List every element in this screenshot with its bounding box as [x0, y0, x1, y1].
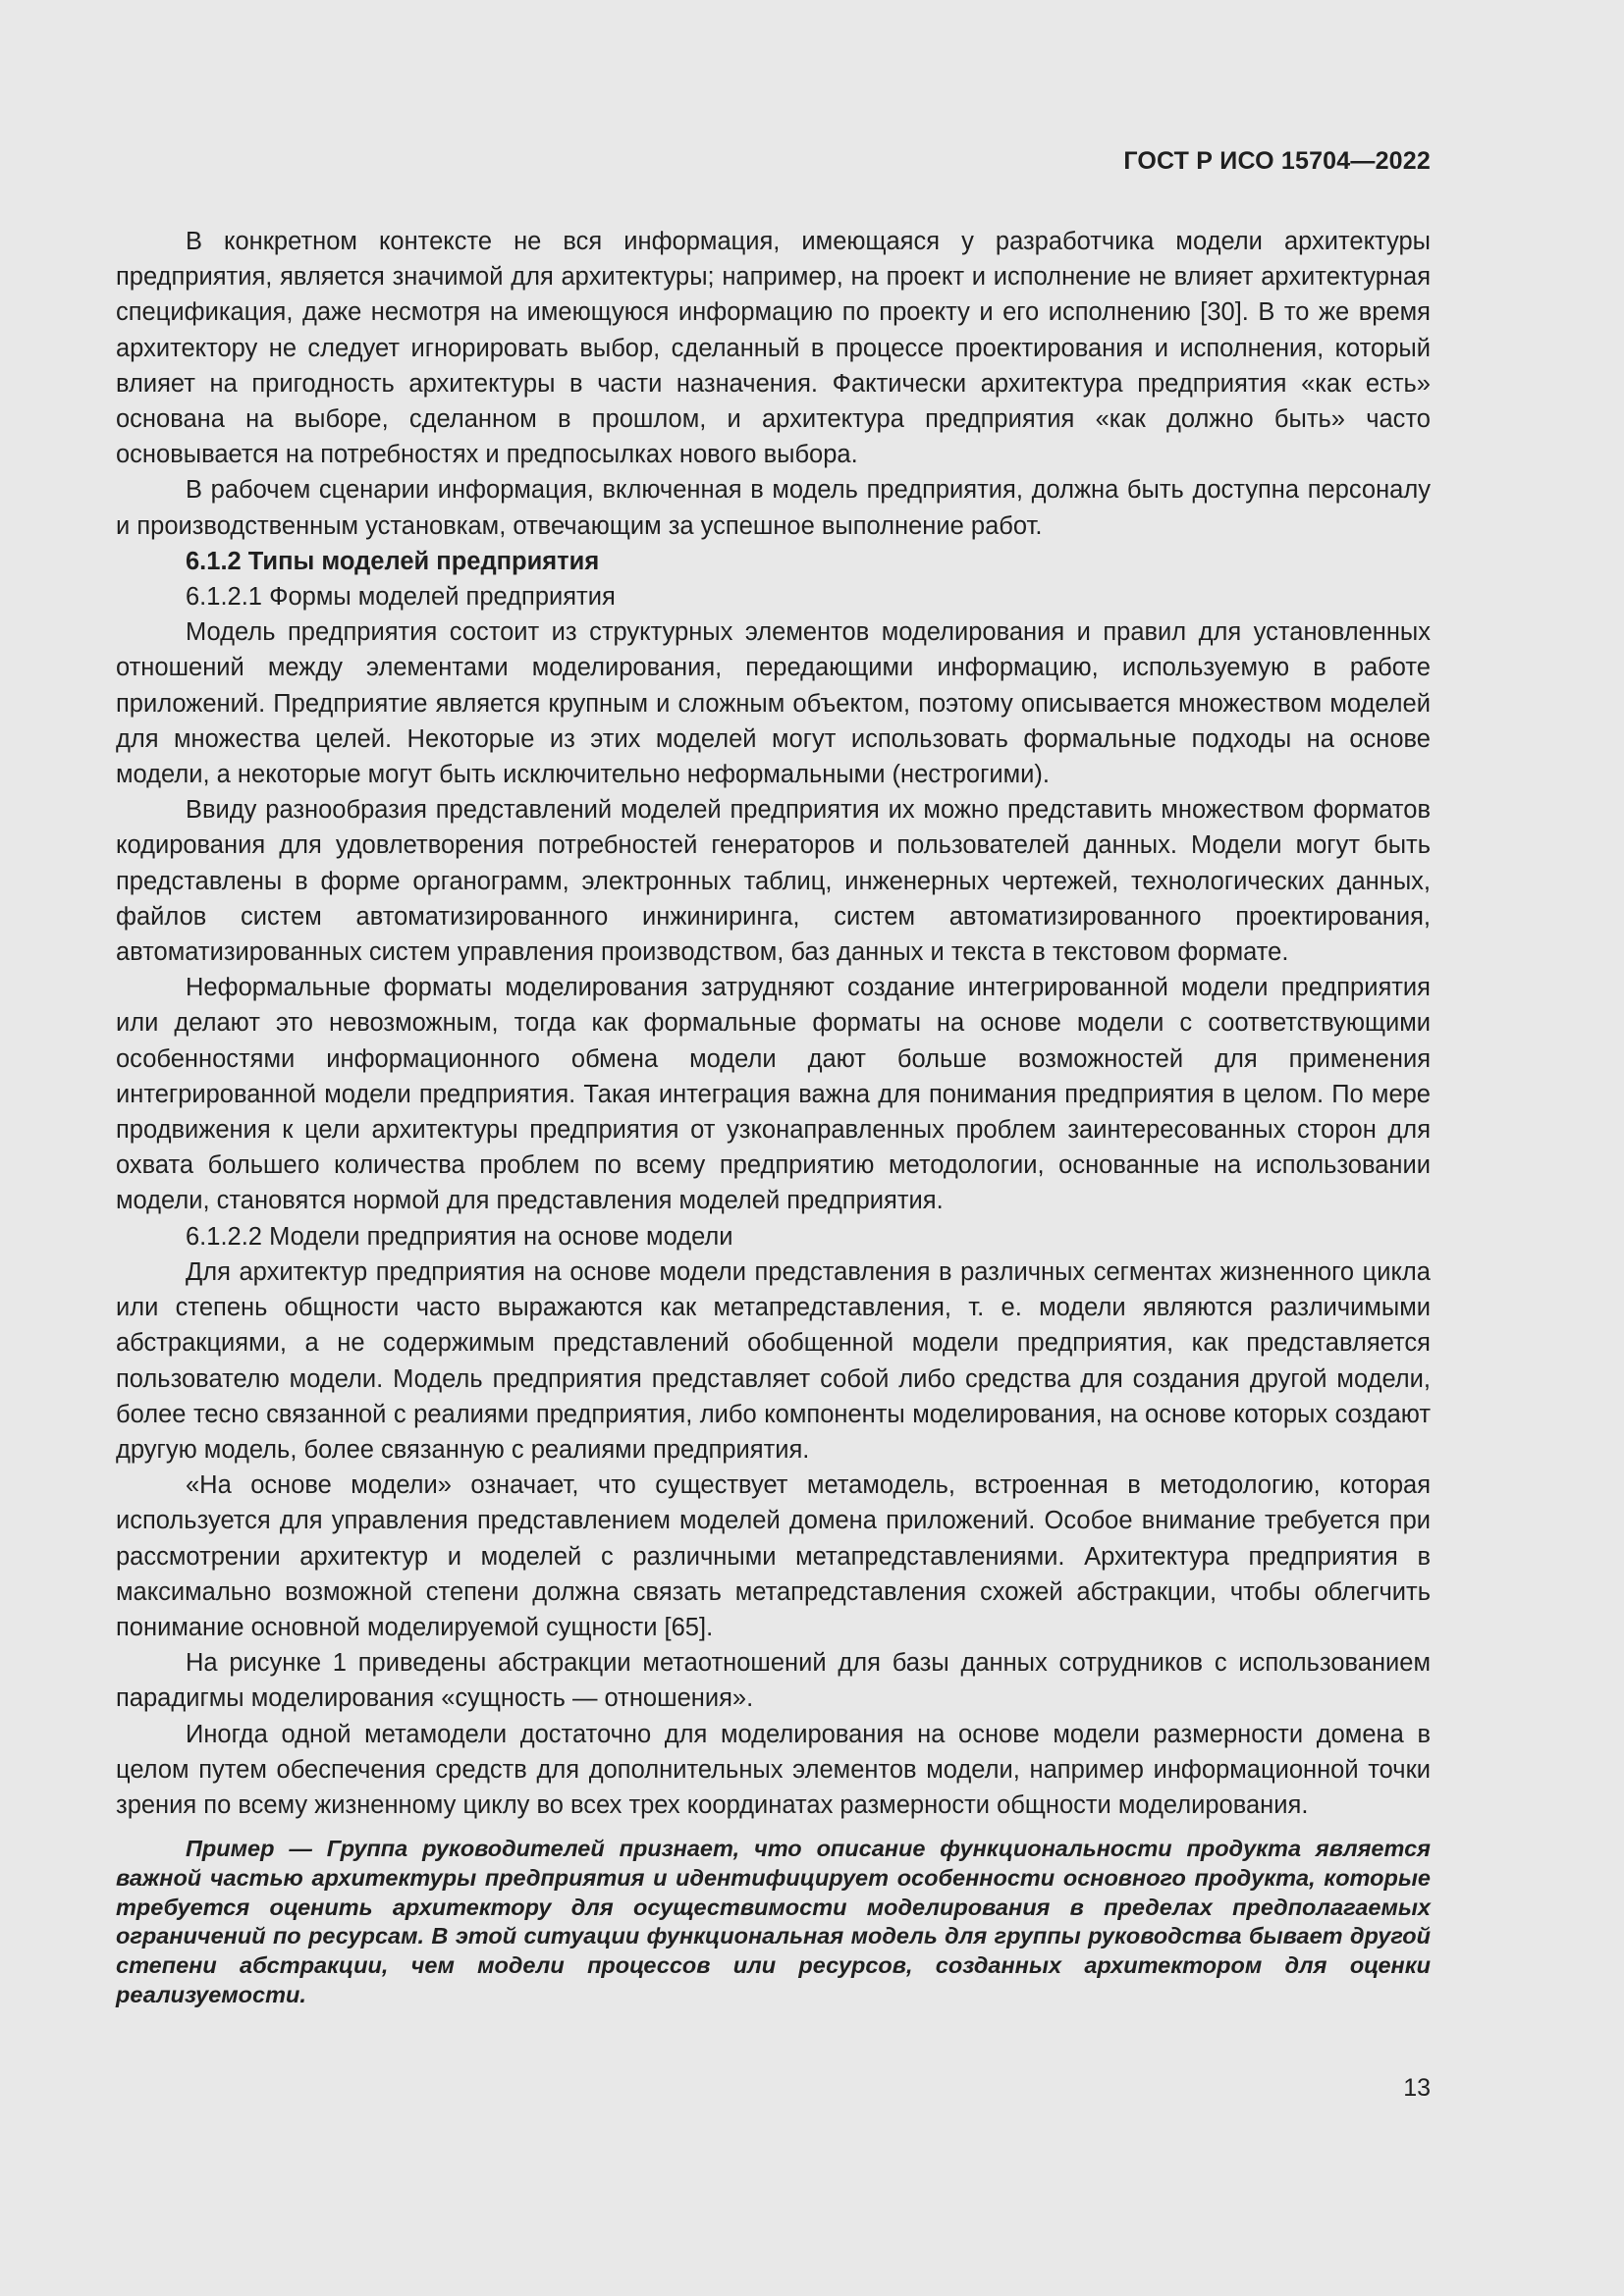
- paragraph: Неформальные форматы моделирования затрудняют создание интегрированной модели предприятия или делают это невозможным, тогда как формальные форматы на основе модели с соответствующими особенностями информационного обмена модели дают больше возможностей для применения интегрированной модели предприятия. Такая интеграция важна для понимания предприятия в целом. По мере продвижения к цели архитектуры предприятия от узконаправленных проблем заинтересованных сторон для охвата большего количества проблем по всему предприятию методологии, основанные на использовании модели, становятся нормой для представления моделей предприятия.: [116, 974, 1431, 1215]
- subsection-heading-6-1-2-2: 6.1.2.2 Модели предприятия на основе модели: [186, 1222, 733, 1251]
- page-number: 13: [1403, 2074, 1431, 2102]
- document-body: [116, 224, 1431, 2009]
- example-note: Пример — Группа руководителей признает, что описание функциональности продукта является важной частью архитектуры предприятия и идентифицирует особенности основного продукта, которые требуется оценить архитектору для осуществимости моделирования в пределах предполагаемых ограничений по ресурсам. В этой ситуации функциональная модель для группы руководства бывает другой степени абстракции, чем модели процессов или ресурсов, созданных архитектором для оценки реализуемости.: [116, 1836, 1431, 2007]
- standard-code-header: ГОСТ Р ИСО 15704—2022: [1123, 147, 1431, 175]
- paragraph: На рисунке 1 приведены абстракции метаотношений для базы данных сотрудников с использованием парадигмы моделирования «сущность — отношения».: [116, 1649, 1431, 1713]
- paragraph: Для архитектур предприятия на основе модели представления в различных сегментах жизненного цикла или степень общности часто выражаются как метапредставления, т. е. модели являются различимыми абстракциями, а не содержимым представлений обобщенной модели предприятия, как представляется пользователю модели. Модель предприятия представляет собой либо средства для создания другой модели, более тесно связанной с реалиями предприятия, либо компоненты моделирования, на основе которых создают другую модель, более связанную с реалиями предприятия.: [116, 1257, 1431, 1464]
- paragraph: «На основе модели» означает, что существует метамодель, встроенная в методологию, которая используется для управления представлением моделей домена приложений. Особое внимание требуется при рассмотрении архитектур и моделей с различными метапредставлениями. Архитектура предприятия в максимально возможной степени должна связать метапредставления схожей абстракции, чтобы облегчить понимание основной моделируемой сущности [65].: [116, 1471, 1431, 1641]
- paragraph: Модель предприятия состоит из структурных элементов моделирования и правил для установленных отношений между элементами моделирования, передающими информацию, используемую в работе приложений. Предприятие является крупным и сложным объектом, поэтому описывается множеством моделей для множества целей. Некоторые из этих моделей могут использовать формальные подходы на основе модели, а некоторые могут быть исключительно неформальными (нестрогими).: [116, 618, 1431, 789]
- paragraph: В конкретном контексте не вся информация, имеющаяся у разработчика модели архитектуры предприятия, является значимой для архитектуры; например, на проект и исполнение не влияет архитектурная спецификация, даже несмотря на имеющуюся информацию по проекту и его исполнению [30]. В то же время архитектору не следует игнорировать выбор, сделанный в процессе проектирования и исполнения, который влияет на пригодность архитектуры в части назначения. Фактически архитектура предприятия «как есть» основана на выборе, сделанном в прошлом, и архитектура предприятия «как должно быть» часто основывается на потребностях и предпосылках нового выбора.: [116, 228, 1431, 469]
- paragraph: Ввиду разнообразия представлений моделей предприятия их можно представить множеством форматов кодирования для удовлетворения потребностей генераторов и пользователей данных. Модели могут быть представлены в форме органограмм, электронных таблиц, инженерных чертежей, технологических данных, файлов систем автоматизированного инжиниринга, систем автоматизированного проектирования, автоматизированных систем управления производством, баз данных и текста в текстовом формате.: [116, 796, 1431, 967]
- paragraph: В рабочем сценарии информация, включенная в модель предприятия, должна быть доступна персоналу и производственным установкам, отвечающим за успешное выполнение работ.: [116, 476, 1431, 540]
- paragraph: Иногда одной метамодели достаточно для моделирования на основе модели размерности домена в целом путем обеспечения средств для дополнительных элементов модели, например информационной точки зрения по всему жизненному циклу во всех трех координатах размерности общности моделирования.: [116, 1720, 1431, 1819]
- subsection-heading-6-1-2-1: 6.1.2.1 Формы моделей предприятия: [186, 583, 616, 612]
- section-heading-6-1-2: 6.1.2 Типы моделей предприятия: [186, 547, 600, 575]
